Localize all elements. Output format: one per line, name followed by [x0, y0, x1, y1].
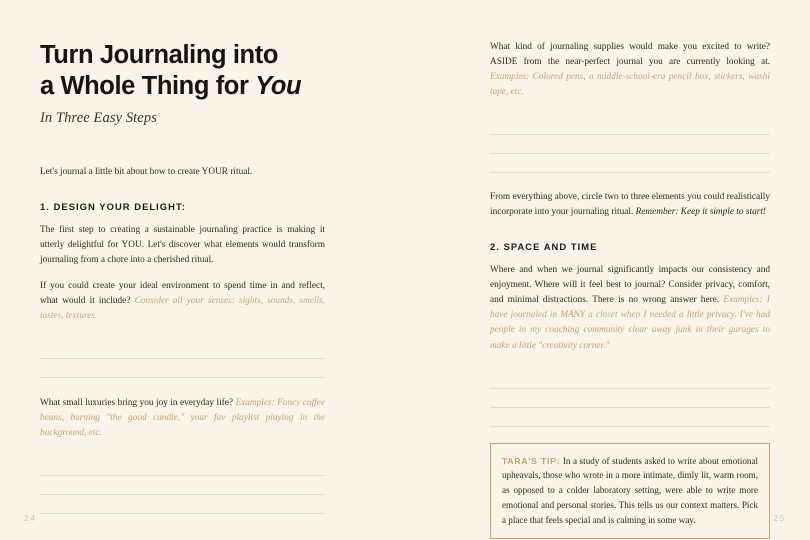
writing-line[interactable]	[490, 370, 770, 389]
folio-right: 25	[773, 513, 786, 523]
right-page	[405, 0, 810, 540]
prompt-2-text: What small luxuries bring you joy in everyday life?	[40, 397, 236, 408]
writing-line[interactable]	[40, 495, 325, 514]
prompt-4-remember: Remember: Keep it simple to start!	[635, 207, 767, 218]
prompt-3-example: Examples: Colored pens, a middle-school-era pencil box, stickers, washi tape, etc.	[490, 72, 770, 98]
prompt-2-example: Examples: Fancy coffee beans, burning "the good candle," your fav playlist playing in the background, etc.	[40, 397, 325, 438]
title-emphasis: You	[255, 71, 302, 100]
tip-paragraph	[502, 454, 758, 528]
title-line-2: a Whole Thing for You	[40, 71, 302, 100]
page-title	[40, 40, 325, 101]
section-1-paragraph: The first step to creating a sustainable journaling practice is making it utterly delightful for YOU. Let's discover what elements would transform journaling from a chore into a cherished ritual.	[40, 224, 325, 265]
prompt-3	[490, 40, 770, 100]
tara-tip-box	[490, 443, 770, 540]
writing-line[interactable]	[40, 476, 325, 495]
prompt-1	[40, 279, 325, 324]
prompt-2-writing-lines[interactable]	[40, 457, 325, 514]
section-2-example: Examples: I have journaled in MANY a closet when I needed a little privacy. I've had people in my coaching community clear away junk in their garages to make a little "creativity corner."	[490, 295, 770, 351]
writing-line[interactable]	[40, 340, 325, 359]
writing-line[interactable]	[40, 359, 325, 378]
tip-label: TARA'S TIP:	[502, 455, 561, 466]
writing-line[interactable]	[490, 389, 770, 408]
section-1-heading: 1. DESIGN YOUR DELIGHT:	[40, 200, 186, 212]
prompt-2	[40, 396, 325, 441]
prompt-4	[490, 190, 770, 220]
section-2-text: Where and when we journal significantly impacts our consistency and enjoyment. Where will it feel best to journal? Consider privacy, comfort, and minimal distractions. There is no wrong answer here.	[490, 265, 770, 306]
prompt-4-text: From everything above, circle two to three elements you could realistically incorporate into your journaling ritual.	[490, 192, 770, 218]
prompt-3-text: What kind of journaling supplies would make you excited to write? ASIDE from the near-perfect journal you are currently looking at.	[490, 42, 770, 68]
section-2-writing-lines[interactable]	[490, 370, 770, 427]
page-subtitle: In Three Easy Steps	[40, 110, 157, 127]
lead-paragraph: Let's journal a little bit about how to create YOUR ritual.	[40, 167, 253, 178]
prompt-3-writing-lines[interactable]	[490, 116, 770, 173]
section-2-paragraph	[490, 263, 770, 353]
writing-line[interactable]	[490, 408, 770, 427]
prompt-1-text: If you could create your ideal environment to spend time in and reflect, what would it include?	[40, 280, 325, 306]
folio-left: 24	[24, 513, 37, 523]
tip-text: In a study of students asked to write about emotional upheavals, those who wrote in a more intimate, dimly lit, warm room, as opposed to a colder laboratory setting, were able to write more emotional and personal stories. This tells us our context matters. Pick a place that feels special and is calming in some way.	[502, 455, 759, 525]
writing-line[interactable]	[40, 457, 325, 476]
title-line-1: Turn Journaling into	[40, 41, 278, 69]
writing-line[interactable]	[490, 135, 770, 154]
writing-line[interactable]	[490, 154, 770, 173]
prompt-1-writing-lines[interactable]	[40, 340, 325, 378]
prompt-1-example: Consider all your senses: sights, sounds, smells, tastes, textures.	[40, 295, 325, 321]
section-2-heading: 2. SPACE AND TIME	[490, 241, 598, 253]
writing-line[interactable]	[490, 116, 770, 135]
